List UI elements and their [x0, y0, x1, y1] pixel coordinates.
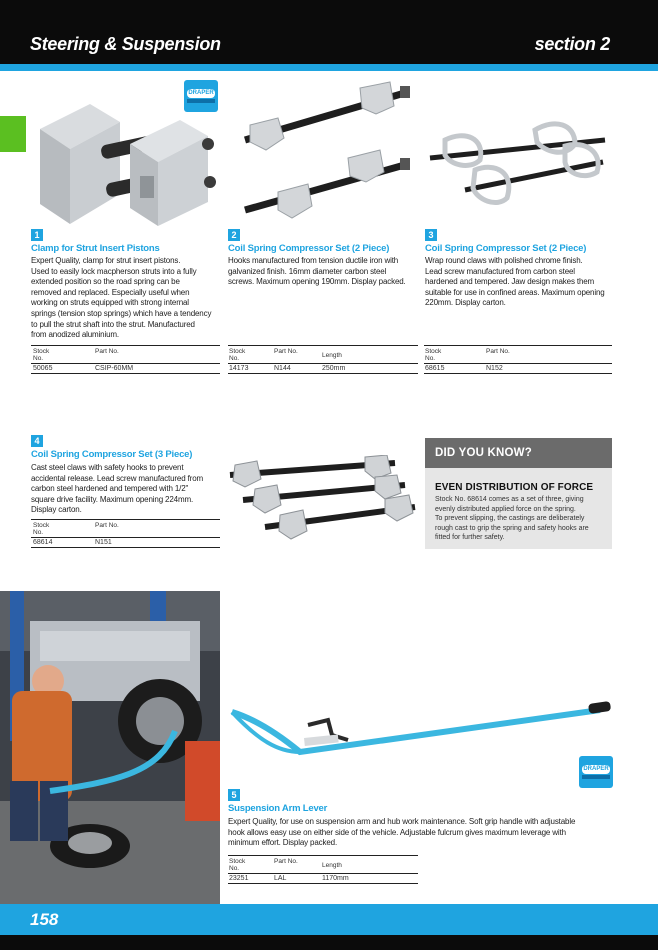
section-label: section 2	[534, 34, 610, 54]
workshop-photo	[0, 591, 220, 904]
spec-header-stock: Stock No.	[425, 348, 442, 362]
spec-stock-no: 68614	[33, 539, 53, 546]
description-line: Hooks manufactured from tension ductile iron with	[228, 256, 399, 265]
description-line: to pull the strut shaft into the strut. Manufactured	[31, 319, 195, 329]
spec-table	[228, 855, 418, 884]
page-number: 158	[30, 910, 59, 929]
did-you-know-header	[425, 438, 612, 468]
description-line: accidental release. Lead screw manufactured from	[31, 473, 204, 483]
draper-logo-badge	[184, 80, 218, 112]
description-line: hook allows easy use on either side of the vehicle. Adjustable fulcrum gives maximum leverage with	[228, 827, 566, 837]
spec-table	[31, 345, 220, 374]
spec-part-no: CSIP-60MM	[95, 365, 134, 372]
did-you-know-panel	[425, 438, 612, 549]
description-line: Display carton.	[31, 505, 82, 515]
spec-stock-no: 50065	[33, 365, 53, 372]
description-line: galvanized finish. 16mm diameter carbon steel	[228, 266, 387, 276]
spec-header-row	[424, 346, 612, 364]
logo-stripe	[187, 99, 215, 103]
spec-header-stock: Stock No.	[229, 858, 246, 872]
description-line: Used to easily lock macpherson struts into a fully	[31, 266, 197, 276]
product-title: Suspension Arm Lever	[228, 803, 328, 814]
product-number-badge: 3	[425, 229, 437, 241]
spec-header-part: Part No.	[95, 522, 119, 529]
spec-header-part: Part No.	[274, 348, 298, 355]
draper-logo-text: DRAPER	[583, 766, 609, 772]
draper-logo-badge	[579, 756, 613, 788]
spec-length: 250mm	[322, 365, 346, 372]
spec-row	[31, 538, 220, 547]
spec-table	[31, 519, 220, 548]
compressor-set-2pc-image	[230, 80, 415, 230]
product-description	[425, 256, 615, 309]
spec-length: 1170mm	[322, 875, 349, 882]
spec-header-row	[31, 520, 220, 538]
description-line: carbon steel hardened and tempered with 1/2"	[31, 484, 189, 494]
description-line: extended position so the road spring can be	[31, 277, 180, 287]
spec-row	[424, 364, 612, 373]
product-number-badge: 1	[31, 229, 43, 241]
description-line: working on struts equipped with strong internal	[31, 298, 189, 308]
info-line: rough cast to grip the spring and safety hooks are	[435, 524, 589, 532]
did-you-know-subheading: EVEN DISTRIBUTION OF FORCE	[435, 482, 594, 493]
spec-header-length: Length	[322, 862, 342, 869]
description-line: from anodized aluminium.	[31, 330, 119, 340]
description-line: square drive facility. Maximum opening 224mm.	[31, 494, 194, 504]
draper-logo-text: DRAPER	[188, 90, 214, 96]
did-you-know-heading: DID YOU KNOW?	[435, 447, 532, 459]
product-number-badge: 4	[31, 435, 43, 447]
spec-table	[228, 345, 418, 374]
description-line: minimum effort. Display packed.	[228, 838, 338, 848]
description-line: 220mm. Display carton.	[425, 298, 506, 308]
page-header	[0, 0, 658, 64]
compressor-set-3pc-image	[225, 455, 420, 550]
logo-stripe	[582, 775, 610, 779]
spec-header-row	[31, 346, 220, 364]
product-description	[31, 256, 219, 341]
description-line: Expert Quality, clamp for strut insert pistons.	[31, 256, 181, 265]
spec-part-no: N151	[95, 539, 112, 546]
spec-stock-no: 23251	[229, 875, 249, 882]
product-title: Coil Spring Compressor Set (3 Piece)	[31, 449, 193, 460]
info-line: To prevent slipping, the castings are deliberately	[435, 515, 585, 522]
description-line: Wrap round claws with polished chrome finish.	[425, 256, 583, 265]
product-number-badge: 2	[228, 229, 240, 241]
description-line: Lead screw manufactured from carbon steel	[425, 266, 575, 276]
spec-header-length: Length	[322, 352, 342, 359]
info-line: fitted for further safety.	[435, 534, 505, 541]
info-line: evenly distributed applied force on the spring.	[435, 505, 576, 513]
compressor-wrap-claw-image	[425, 100, 615, 225]
product-title: Coil Spring Compressor Set (2 Piece)	[228, 243, 390, 254]
description-line: removed and replaced. Especially useful when	[31, 287, 190, 297]
product-title: Coil Spring Compressor Set (2 Piece)	[425, 243, 587, 254]
product-description	[31, 463, 219, 516]
did-you-know-text	[435, 495, 605, 543]
description-line: Cast steel claws with safety hooks to prevent	[31, 463, 184, 472]
spec-header-stock: Stock No.	[229, 348, 246, 362]
suspension-arm-lever-image	[228, 690, 613, 770]
spec-table	[424, 345, 612, 374]
page-title: Steering & Suspension	[30, 34, 221, 54]
spec-header-row	[228, 346, 418, 364]
description-line: screws. Maximum opening 190mm. Display packed.	[228, 277, 406, 287]
spec-header-stock: Stock No.	[33, 522, 50, 536]
description-line: springs (tension stop springs) which have a tendency	[31, 308, 212, 318]
footer-black-strip	[0, 935, 658, 950]
spec-header-row	[228, 856, 418, 874]
spec-row	[228, 874, 418, 883]
header-accent-strip	[0, 64, 658, 71]
section-tab-marker	[0, 116, 26, 152]
spec-part-no: N152	[486, 365, 503, 372]
spec-header-stock: Stock No.	[33, 348, 50, 362]
spec-header-part: Part No.	[274, 858, 298, 865]
product-description	[228, 817, 612, 849]
spec-row	[228, 364, 418, 373]
description-line: hardened and tempered. Jaw design makes them	[425, 277, 595, 287]
footer-bar	[0, 904, 658, 935]
spec-header-part: Part No.	[95, 348, 119, 355]
description-line: suitable for use in confined areas. Maximum opening	[425, 287, 605, 297]
product-description	[228, 256, 418, 288]
info-line: Stock No. 68614 comes as a set of three, giving	[435, 496, 584, 503]
product-title: Clamp for Strut Insert Pistons	[31, 243, 160, 254]
spec-stock-no: 68615	[425, 365, 445, 372]
spec-header-part: Part No.	[486, 348, 510, 355]
spec-stock-no: 14173	[229, 365, 249, 372]
spec-part-no: LAL	[274, 875, 287, 882]
spec-row	[31, 364, 220, 373]
product-number-badge: 5	[228, 789, 240, 801]
description-line: Expert Quality, for use on suspension arm and hub work maintenance. Soft grip handle with adjustable	[228, 817, 576, 826]
spec-part-no: N144	[274, 365, 291, 372]
